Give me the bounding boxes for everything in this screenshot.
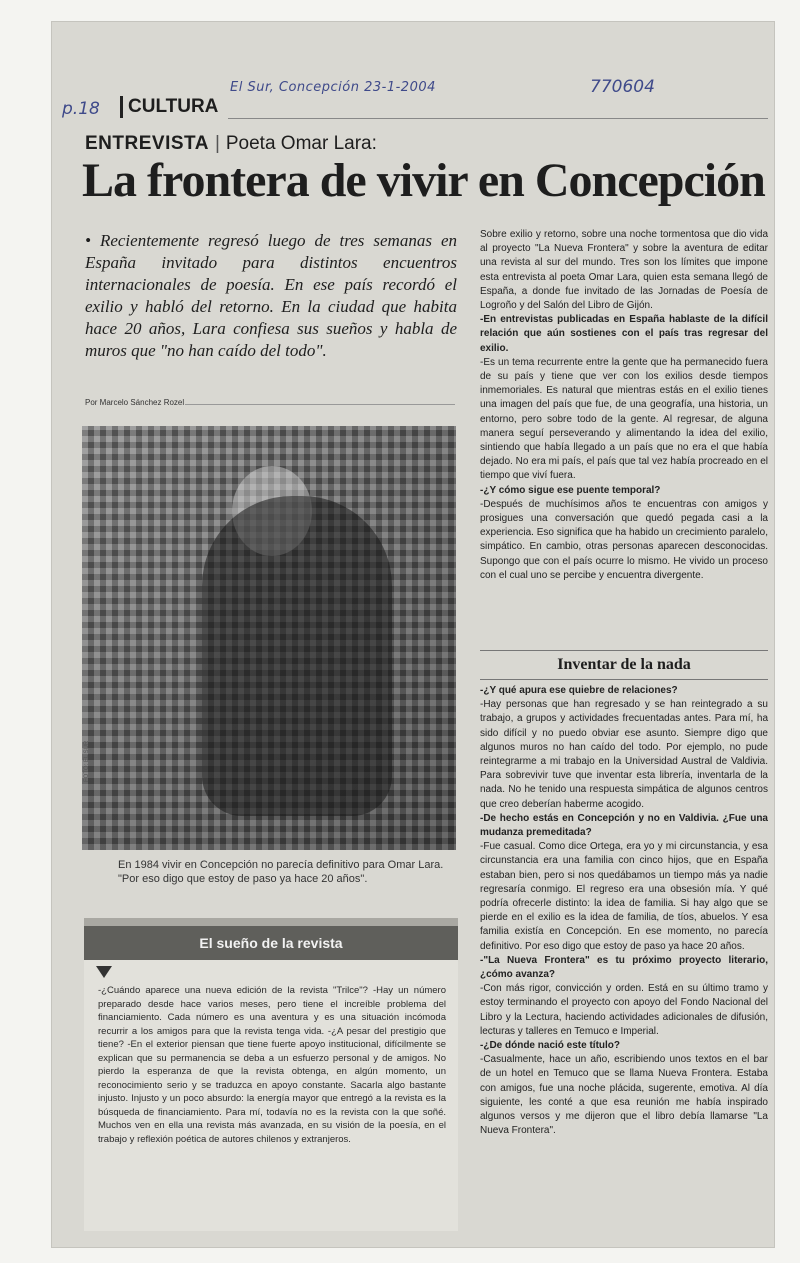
column-b-paragraph: -Casualmente, hace un año, escribiendo unos textos en el bar de un hotel en Temuco que se llama Nueva Frontera. Estaba con amigos, fue una noche plácida, sugerente, emotiva. Al día siguiente, les conté a que esa reunión me había inspirado algunos versos y me dijeron que el libro debía llamarse "La Nueva Frontera". (480, 1054, 768, 1137)
section-divider (228, 118, 768, 119)
kicker-label: ENTREVISTA (85, 133, 209, 154)
sidebar-arrow-icon (96, 966, 112, 978)
sidebar-body: -¿Cuándo aparece una nueva edición de la revista "Trilce"? -Hay un número preparado desde hace varios meses, pero tiene el increíble problema del financiamiento. Cada número es una aventura y es una situación incómoda recurrir a los amigos para que la revista tenga vida. -¿A pesar del prestigio que tiene? -En el exterior piensan que tiene fuerte apoyo institucional, difícilmente se explican que su permanencia se deba a un esfuerzo personal y de amigos. No pierdo la esperanza de que la revista obtenga, en algún momento, un reconocimiento serio y se traduzca en apoyo constante. Sacarla algo bastante injusto. Injusto y un poco absurdo: la energía mayor que entregó a la revista es la búsqueda de financiamiento. Para mí, todavía no es la revista con la que soñé. Muchos ven en ella una revista más avanzada, en su visión de la poesía, en el trabajo y reflexión poética de autores chilenos y extranjeros. (98, 985, 446, 1145)
column-b-question: -¿Y qué apura ese quiebre de relaciones? (480, 685, 678, 696)
article-kicker (85, 133, 377, 155)
column-b-question: -De hecho estás en Concepción y no en Valdivia. ¿Fue una mudanza premeditada? (480, 812, 768, 839)
byline-divider (185, 404, 455, 405)
article-byline: Por Marcelo Sánchez Rozel (85, 398, 185, 407)
section-label: CULTURA (120, 96, 218, 118)
handwritten-source-note: El Sur, Concepción 23-1-2004 (230, 80, 436, 95)
sidebar-title: El sueño de la revista (84, 926, 458, 960)
article-column-a (480, 228, 768, 583)
column-a-paragraph: Sobre exilio y retorno, sobre una noche tormentosa que dio vida al proyecto "La Nueva Frontera" y sobre la aventura de editar una revista al sur del mundo. Tres son los límites que impone esta entrevista al poeta Omar Lara, quien esta semana llegó de España, a donde fue invitado de las Jornadas de Poesía de Logroño y del Salón del Libro de Gijón. (480, 229, 768, 312)
column-a-question: -En entrevistas publicadas en España hablaste de la difícil relación que aún sostienes con el país tras regresar del exilio. (480, 314, 768, 354)
column-a-paragraph: -Después de muchísimos años te encuentras con amigos y prosigues una conversación que quedó pegada casi a la experiencia. Eso significa que ha habido un crecimiento paralelo, simpático. En cambio, otras personas aparecen desconocidas. Supongo que con el país ocurre lo mismo. He vivido un proceso con el cual uno se percibe y encuentra divergente. (480, 498, 768, 581)
column-b-paragraph: -Con más rigor, convicción y orden. Está en su último tramo y estoy terminando el proyecto con apoyo del Fondo Nacional del Libro y la Lectura, haciendo actividades adicionales de difusión, lecturas y talleres en Temuco e Imperial. (480, 983, 768, 1037)
handwritten-page-number: p.18 (62, 99, 100, 119)
column-b-paragraph: -Fue casual. Como dice Ortega, era yo y mi circunstancia, y esa circunstancia era una familia con cinco hijos, que en España estaban bien, pero si nos quedábamos un tiempo más ya nadie regresaría conmigo. El regreso era una obsesión mía. Y qué podría ofrecerle distinto: la idea de familia. Si hay algo que se pierde en el exilio es la idea de familia, de tíos, abuelos. Y esa familia existía en Concepción. En ese momento, no parecía definitivo. Por eso digo que estoy de paso ya hace 20 años. (480, 841, 768, 952)
article-headline: La frontera de vivir en Concepción (82, 154, 765, 207)
sidebar-box (84, 918, 458, 1231)
article-lede: • Recientemente regresó luego de tres semanas en España invitado para distintos encuentros internacionales de poesía. En ese país recordó el exilio y habló del retorno. En la ciudad que habita hace 20 años, Lara confiesa sus sueños y habla de muros que "no han caído del todo". (85, 231, 457, 360)
photo-caption: En 1984 vivir en Concepción no parecía definitivo para Omar Lara. "Por eso digo que estoy de paso ya hace 20 años". (118, 859, 444, 885)
photo-credit: FOTO: EL SUR (84, 740, 90, 782)
column-b-question: -¿De dónde nació este título? (480, 1040, 621, 1052)
article-column-b (480, 684, 768, 1139)
kicker-subject: Poeta Omar Lara: (225, 133, 377, 154)
column-b-question: -"La Nueva Frontera" es tu próximo proyecto literario, ¿cómo avanza? (480, 954, 768, 981)
article-subhead: Inventar de la nada (480, 650, 768, 680)
column-b-paragraph: -Hay personas que han regresado y se han reintegrado a su trabajo, a grupos y actividades frecuentadas antes. Para mí, ha sido difícil y no puedo obviar ese asunto. Siempre digo que algunos muros no han caído del todo. Por ejemplo, no pude reintegrarme a mi trabajo en la Universidad Austral de Valdivia. Para sobrevivir tuve que inventar esta librería, inventarla de la nada. No he tenido una respuesta simpática de algunos centros que creo deberían haberme acogido. (480, 699, 768, 810)
photo-subject-body (202, 496, 392, 816)
portrait-photo (82, 426, 456, 850)
handwritten-archive-id: 770604 (590, 77, 655, 97)
kicker-separator: | (214, 133, 220, 154)
column-a-paragraph: -Es un tema recurrente entre la gente que ha permanecido fuera de su país y tiene que ver con los exilios desde tiempos inmemoriales. Es natural que mientras estás en el exilio tienes una imagen del país que fue, de una geografía, una historia, un entorno, pero sobre todo de la gente. Al regresar, de alguna manera seguí perseverando y alimentando la idea del exilio, sintiendo que había llegado a un país que no era el que había dejado. No era mi país, el país que tal vez había procreado en el tiempo que viví fuera. (480, 356, 768, 482)
column-a-question: -¿Y cómo sigue ese puente temporal? (480, 484, 661, 496)
